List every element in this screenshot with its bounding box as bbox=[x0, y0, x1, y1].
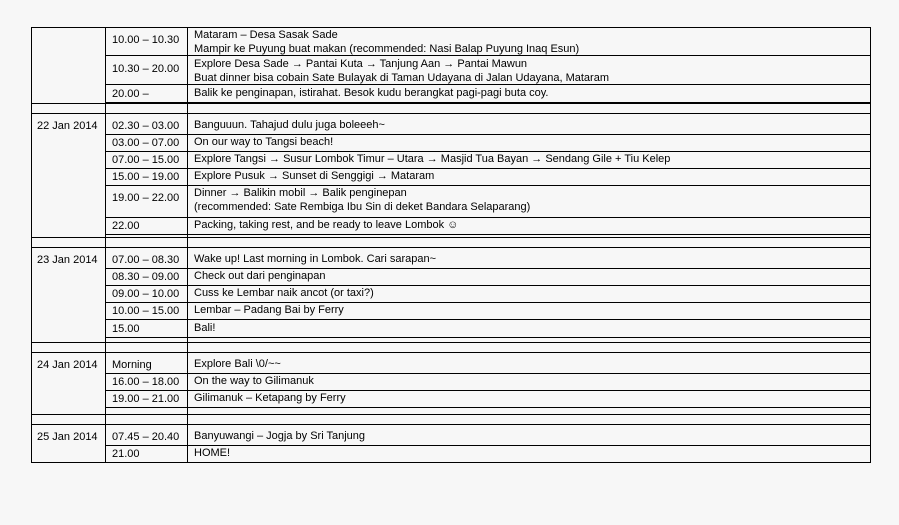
date-cell: 22 Jan 2014 bbox=[37, 120, 98, 132]
activity-text: Explore Bali \0/~~ bbox=[194, 358, 281, 370]
activity-text: Explore Tangsi → Susur Lombok Timur – Utara → Masjid Tua Bayan → Sendang Gile + Tiu Kelep bbox=[194, 153, 671, 165]
activity-text: Cuss ke Lembar naik ancot (or taxi?) bbox=[194, 287, 374, 299]
activity-text: HOME! bbox=[194, 447, 231, 459]
activity-text: Banguuun. Tahajud dulu juga boleeeh~ bbox=[194, 119, 385, 131]
time-cell: 22.00 bbox=[112, 220, 140, 232]
time-cell: 08.30 – 09.00 bbox=[112, 271, 180, 283]
time-cell: 16.00 – 18.00 bbox=[112, 376, 180, 388]
time-cell: 15.00 bbox=[112, 323, 140, 335]
activity-text: Balik ke penginapan, istirahat. Besok kudu berangkat pagi-pagi buta coy. bbox=[194, 87, 549, 99]
time-cell: 19.00 – 21.00 bbox=[112, 393, 180, 405]
time-cell: 07.00 – 08.30 bbox=[112, 254, 180, 266]
activity-text: Banyuwangi – Jogja by Sri Tanjung bbox=[194, 430, 366, 442]
column-rule bbox=[31, 27, 32, 463]
activity-text: Dinner → Balikin mobil → Balik penginepan bbox=[194, 187, 407, 199]
time-cell: Morning bbox=[112, 359, 152, 371]
column-rule bbox=[187, 27, 188, 463]
column-rule bbox=[870, 27, 871, 463]
activity-text: Check out dari penginapan bbox=[194, 270, 326, 282]
activity-text: (recommended: Sate Rembiga Ibu Sin di deket Bandara Selaparang) bbox=[194, 201, 531, 213]
date-cell: 25 Jan 2014 bbox=[37, 431, 98, 443]
table-rule bbox=[105, 337, 870, 338]
column-rule bbox=[105, 27, 106, 463]
activity-text: On the way to Gilimanuk bbox=[194, 375, 314, 387]
table-rule bbox=[31, 247, 870, 248]
activity-text: Explore Desa Sade → Pantai Kuta → Tanjung Aan → Pantai Mawun bbox=[194, 58, 528, 70]
activity-text: Buat dinner bisa cobain Sate Bulayak di Taman Udayana di Jalan Udayana, Mataram bbox=[194, 72, 609, 84]
table-rule bbox=[105, 234, 870, 235]
table-rule bbox=[105, 319, 870, 320]
time-cell: 21.00 bbox=[112, 448, 140, 460]
table-rule bbox=[31, 113, 870, 114]
table-rule bbox=[31, 462, 870, 463]
time-cell: 07.45 – 20.40 bbox=[112, 431, 180, 443]
table-rule bbox=[31, 342, 870, 343]
time-cell: 10.00 – 10.30 bbox=[112, 34, 180, 46]
activity-text: Bali! bbox=[194, 322, 216, 334]
table-rule bbox=[31, 237, 870, 238]
activity-text: Gilimanuk – Ketapang by Ferry bbox=[194, 392, 346, 404]
time-cell: 10.30 – 20.00 bbox=[112, 63, 180, 75]
time-cell: 02.30 – 03.00 bbox=[112, 120, 180, 132]
activity-text: On our way to Tangsi beach! bbox=[194, 136, 334, 148]
activity-text: Packing, taking rest, and be ready to leave Lombok ☺ bbox=[194, 219, 459, 231]
table-rule bbox=[31, 414, 870, 415]
table-rule bbox=[31, 424, 870, 425]
activity-text: Lembar – Padang Bai by Ferry bbox=[194, 304, 344, 316]
time-cell: 09.00 – 10.00 bbox=[112, 288, 180, 300]
activity-text: Explore Pusuk → Sunset di Senggigi → Mataram bbox=[194, 170, 435, 182]
activity-text: Wake up! Last morning in Lombok. Cari sarapan~ bbox=[194, 253, 437, 265]
table-rule bbox=[31, 27, 870, 28]
time-cell: 03.00 – 07.00 bbox=[112, 137, 180, 149]
table-rule bbox=[31, 103, 870, 104]
date-cell: 24 Jan 2014 bbox=[37, 359, 98, 371]
date-cell: 23 Jan 2014 bbox=[37, 254, 98, 266]
time-cell: 10.00 – 15.00 bbox=[112, 305, 180, 317]
time-cell: 20.00 – bbox=[112, 88, 149, 100]
activity-text: Mampir ke Puyung buat makan (recommended: Nasi Balap Puyung Inaq Esun) bbox=[194, 43, 580, 55]
time-cell: 07.00 – 15.00 bbox=[112, 154, 180, 166]
table-rule bbox=[31, 352, 870, 353]
activity-text: Mataram – Desa Sasak Sade bbox=[194, 29, 338, 41]
table-rule bbox=[105, 407, 870, 408]
time-cell: 15.00 – 19.00 bbox=[112, 171, 180, 183]
time-cell: 19.00 – 22.00 bbox=[112, 192, 180, 204]
